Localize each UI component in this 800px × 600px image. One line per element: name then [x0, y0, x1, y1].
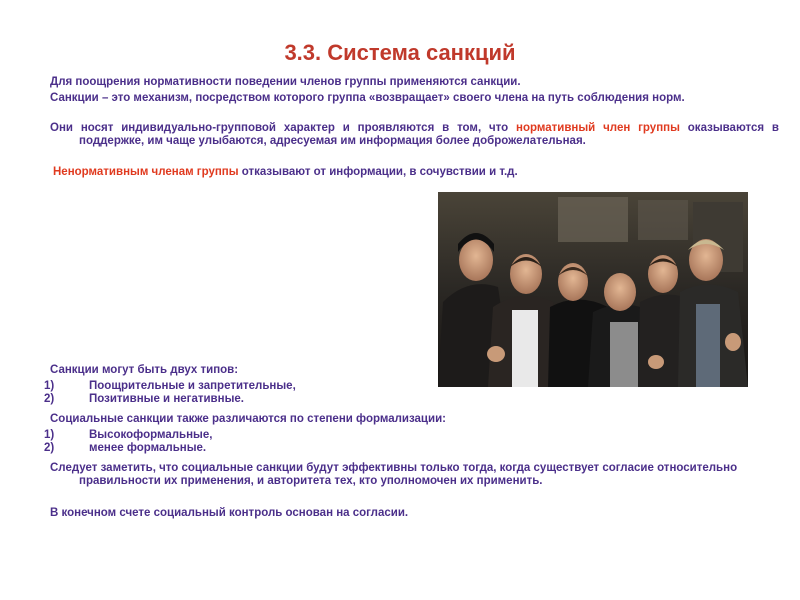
list-text: Позитивные и негативные.: [89, 393, 244, 405]
paragraph-2: Санкции – это механизм, посредством которого группа «возвращает» своего члена на путь соблюдения норм.: [50, 92, 685, 104]
formal-list: [44, 429, 744, 455]
paragraph-4-highlight: Ненормативным членам группы: [53, 166, 239, 178]
note-paragraph: Следует заметить, что социальные санкции будут эффективны только тогда, когда существует согласие относительно правильности их применения, и авторитета тех, кто уполномочен их применить.: [50, 462, 738, 487]
types-intro: Санкции могут быть двух типов:: [50, 364, 239, 376]
paragraph-3: [50, 122, 779, 148]
list-item: [44, 442, 744, 455]
paragraph-3-start: Они носят индивидуально-групповой характер и проявляются в том, что: [50, 122, 517, 134]
paragraph-4: [53, 166, 753, 179]
list-number: 1): [44, 380, 55, 392]
types-list: [44, 380, 744, 406]
paragraph-3-end: оказываются в поддержке, им чаще улыбаются, адресуемая им информация более доброжелательная.: [79, 122, 780, 147]
conclusion-paragraph: В конечном счете социальный контроль основан на согласии.: [50, 507, 409, 519]
paragraph-4-end: отказывают от информации, в сочувствии и т.д.: [238, 166, 518, 178]
list-item: [44, 393, 744, 406]
list-number: 1): [44, 429, 55, 441]
list-number: 2): [44, 393, 55, 405]
formal-intro: Социальные санкции также различаются по степени формализации:: [50, 413, 446, 425]
paragraph-3-highlight: нормативный член группы: [516, 122, 680, 134]
list-text: Поощрительные и запретительные,: [89, 380, 296, 392]
slide-title: 3.3. Система санкций: [284, 40, 516, 65]
list-text: менее формальные.: [89, 442, 207, 454]
paragraph-1: Для поощрения нормативности поведении членов группы применяются санкции.: [50, 76, 521, 88]
list-item: [44, 380, 744, 393]
list-text: Высокоформальные,: [89, 429, 213, 441]
group-photo: [438, 192, 748, 387]
list-item: [44, 429, 744, 442]
list-number: 2): [44, 442, 55, 454]
